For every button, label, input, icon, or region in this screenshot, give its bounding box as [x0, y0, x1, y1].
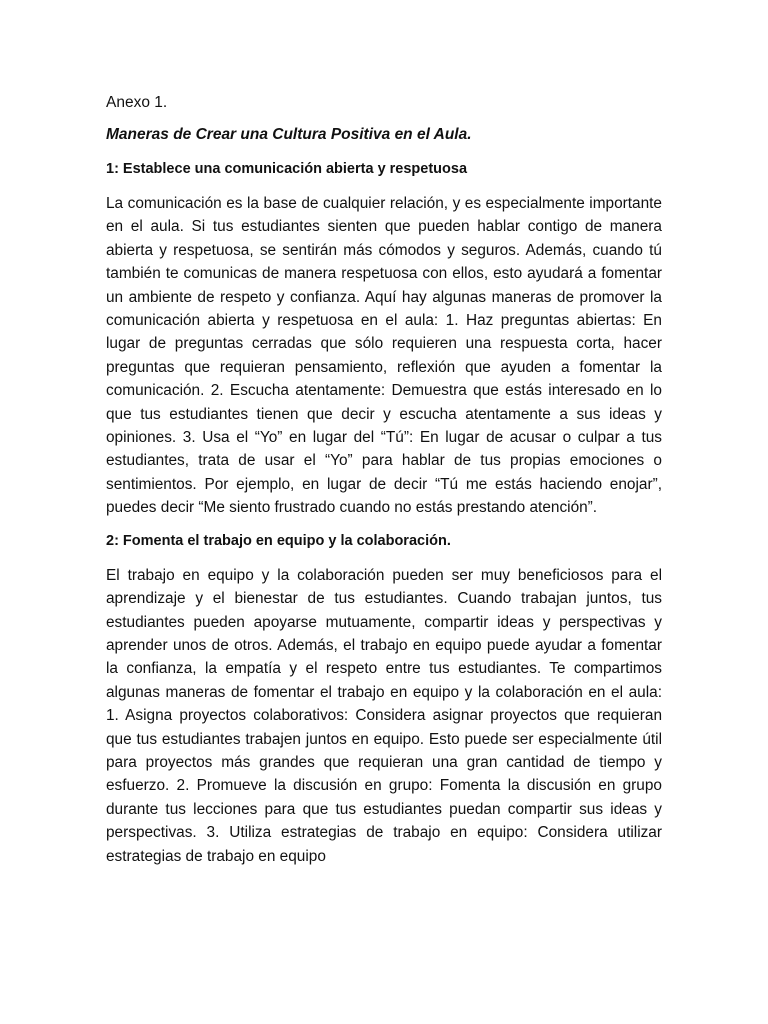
- document-title: Maneras de Crear una Cultura Positiva en el Aula.: [106, 126, 472, 143]
- section-2-heading: 2: Fomenta el trabajo en equipo y la colaboración.: [106, 532, 451, 549]
- section-1-body: La comunicación es la base de cualquier relación, y es especialmente importante en el aula. Si tus estudiantes sienten que pueden hablar contigo de manera abierta y respetuosa, se sentirán más cómodos y seguros. Además, cuando tú también te comunicas de manera respetuosa con ellos, esto ayudará a fomentar un ambiente de respeto y confianza. Aquí hay algunas maneras de promover la comunicación abierta y respetuosa en el aula: 1. Haz preguntas abiertas: En lugar de preguntas cerradas que sólo requieren una respuesta corta, hacer preguntas que requieran pensamiento, reflexión que ayuden a fomentar la comunicación. 2. Escucha atentamente: Demuestra que estás interesado en lo que tus estudiantes tienen que decir y escucha atentamente a sus ideas y opiniones. 3. Usa el “Yo” en lugar del “Tú”: En lugar de acusar o culpar a tus estudiantes, trata de usar el “Yo” para hablar de tus propias emociones o sentimientos. Por ejemplo, en lugar de decir “Tú me estás haciendo enojar”, puedes decir “Me siento frustrado cuando no estás prestando atención”.: [106, 195, 662, 517]
- section-1-heading: 1: Establece una comunicación abierta y respetuosa: [106, 161, 468, 177]
- annex-label: Anexo 1.: [106, 94, 168, 111]
- section-2-body: El trabajo en equipo y la colaboración pueden ser muy beneficiosos para el aprendizaje y el bienestar de tus estudiantes. Cuando trabajan juntos, tus estudiantes pueden apoyarse mutuamente, compartir ideas y perspectivas y aprender unos de otros. Además, el trabajo en equipo puede ayudar a fomentar la confianza, la empatía y el respeto entre tus estudiantes. Te compartimos algunas maneras de fomentar el trabajo en equipo y la colaboración en el aula: 1. Asigna proyectos colaborativos: Considera asignar proyectos que requieran que tus estudiantes trabajen juntos en equipo. Esto puede ser especialmente útil para proyectos más grandes que requieran una gran cantidad de tiempo y esfuerzo. 2. Promueve la discusión en grupo: Fomenta la discusión en grupo durante tus lecciones para que tus estudiantes puedan compartir sus ideas y perspectivas. 3. Utiliza estrategias de trabajo en equipo: Considera utilizar estrategias de trabajo en equipo: [106, 566, 662, 865]
